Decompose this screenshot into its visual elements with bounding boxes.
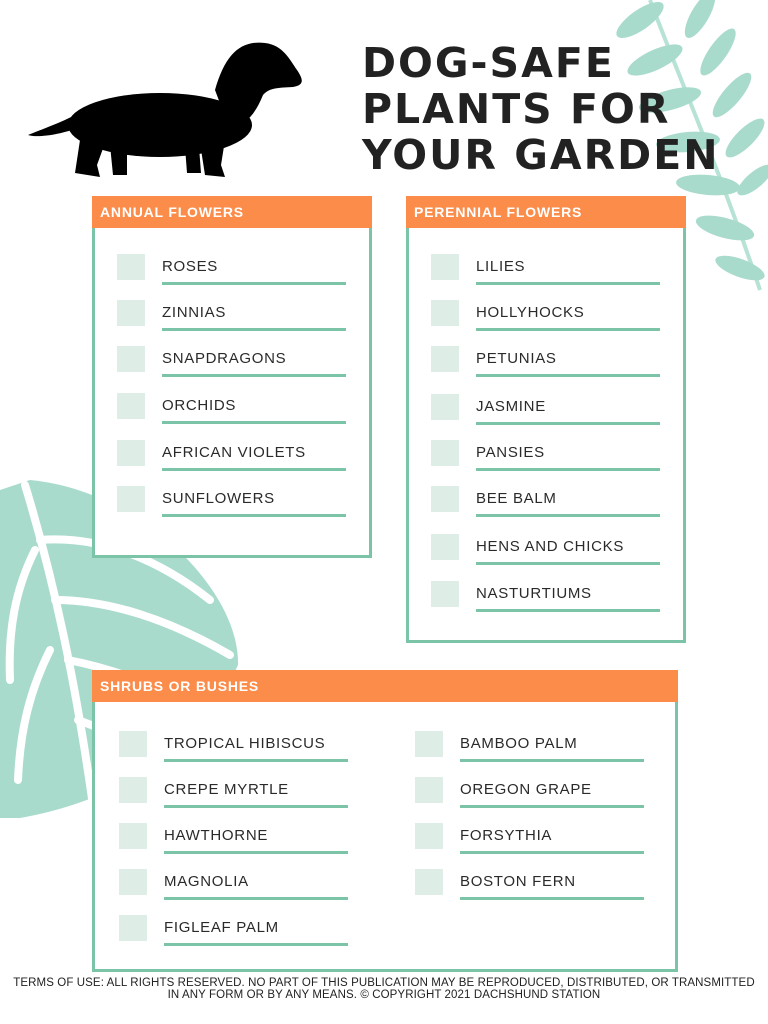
shrubs-panel bbox=[92, 670, 678, 972]
item-label: FIGLEAF PALM bbox=[164, 919, 348, 946]
item-label: TROPICAL HIBISCUS bbox=[164, 735, 348, 762]
checkbox[interactable] bbox=[117, 393, 145, 419]
checkbox[interactable] bbox=[117, 300, 145, 326]
item-label: BOSTON FERN bbox=[460, 873, 644, 900]
checkbox[interactable] bbox=[431, 534, 459, 560]
item-label: HOLLYHOCKS bbox=[476, 304, 660, 331]
shrubs-header: SHRUBS OR BUSHES bbox=[92, 670, 678, 702]
item-label: HAWTHORNE bbox=[164, 827, 348, 854]
checkbox[interactable] bbox=[119, 869, 147, 895]
checkbox[interactable] bbox=[431, 581, 459, 607]
item-label: LILIES bbox=[476, 258, 660, 285]
title-line-2: PLANTS FOR bbox=[362, 85, 671, 133]
checkbox[interactable] bbox=[117, 486, 145, 512]
checkbox[interactable] bbox=[119, 915, 147, 941]
checkbox[interactable] bbox=[117, 346, 145, 372]
checkbox[interactable] bbox=[431, 346, 459, 372]
item-label: SNAPDRAGONS bbox=[162, 350, 346, 377]
item-label: PETUNIAS bbox=[476, 350, 660, 377]
perennial-flowers-panel bbox=[406, 196, 686, 643]
annual-flowers-panel bbox=[92, 196, 372, 558]
item-label: FORSYTHIA bbox=[460, 827, 644, 854]
checkbox[interactable] bbox=[431, 394, 459, 420]
item-label: NASTURTIUMS bbox=[476, 585, 660, 612]
checkbox[interactable] bbox=[431, 486, 459, 512]
checkbox[interactable] bbox=[431, 440, 459, 466]
checkbox[interactable] bbox=[431, 254, 459, 280]
checkbox[interactable] bbox=[415, 823, 443, 849]
item-label: AFRICAN VIOLETS bbox=[162, 444, 346, 471]
checkbox[interactable] bbox=[415, 869, 443, 895]
checkbox[interactable] bbox=[119, 823, 147, 849]
terms-of-use-footer: TERMS OF USE: ALL RIGHTS RESERVED. NO PART OF THIS PUBLICATION MAY BE REPRODUCED, DISTRIBUTED, OR TRANSMITTED IN ANY FORM OR BY ANY MEANS. © COPYRIGHT 2021 DACHSHUND STATION bbox=[13, 977, 755, 1001]
checkbox[interactable] bbox=[415, 777, 443, 803]
item-label: CREPE MYRTLE bbox=[164, 781, 348, 808]
checkbox[interactable] bbox=[415, 731, 443, 757]
annual-flowers-header: ANNUAL FLOWERS bbox=[92, 196, 372, 228]
checkbox[interactable] bbox=[119, 777, 147, 803]
page-title bbox=[362, 40, 762, 178]
title-line-3: YOUR GARDEN bbox=[362, 131, 720, 179]
checkbox[interactable] bbox=[119, 731, 147, 757]
item-label: BAMBOO PALM bbox=[460, 735, 644, 762]
item-label: SUNFLOWERS bbox=[162, 490, 346, 517]
checkbox[interactable] bbox=[117, 254, 145, 280]
dachshund-silhouette-icon bbox=[25, 35, 305, 185]
item-label: MAGNOLIA bbox=[164, 873, 348, 900]
item-label: ORCHIDS bbox=[162, 397, 346, 424]
checkbox[interactable] bbox=[431, 300, 459, 326]
checkbox[interactable] bbox=[117, 440, 145, 466]
title-line-1: DOG-SAFE bbox=[362, 39, 615, 87]
perennial-flowers-header: PERENNIAL FLOWERS bbox=[406, 196, 686, 228]
item-label: OREGON GRAPE bbox=[460, 781, 644, 808]
item-label: ROSES bbox=[162, 258, 346, 285]
item-label: ZINNIAS bbox=[162, 304, 346, 331]
item-label: HENS AND CHICKS bbox=[476, 538, 660, 565]
item-label: BEE BALM bbox=[476, 490, 660, 517]
item-label: JASMINE bbox=[476, 398, 660, 425]
item-label: PANSIES bbox=[476, 444, 660, 471]
